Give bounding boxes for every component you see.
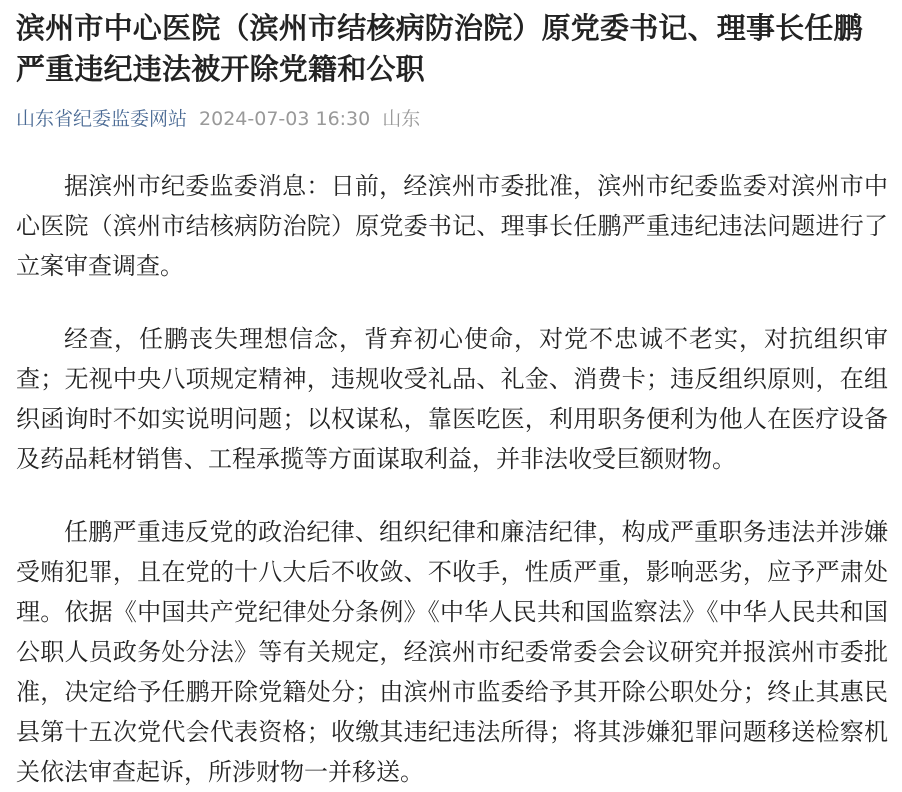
article-title: 滨州市中心医院（滨州市结核病防治院）原党委书记、理事长任鹏严重违纪违法被开除党籍和公职 [16,11,863,86]
paragraph: 经查，任鹏丧失理想信念，背弃初心使命，对党不忠诚不老实，对抗组织审查；无视中央八项规定精神，违规收受礼品、礼金、消费卡；违反组织原则，在组织函询时不如实说明问题；以权谋私，靠医吃医，利用职务便利为他人在医疗设备及药品耗材销售、工程承揽等方面谋取利益，并非法收受巨额财物。 [16,325,888,473]
article-meta [16,106,888,132]
source-link[interactable]: 山东省纪委监委网站 [16,108,188,130]
region-tag: 山东 [382,108,421,130]
paragraph: 任鹏严重违反党的政治纪律、组织纪律和廉洁纪律，构成严重职务违法并涉嫌受贿犯罪，且在党的十八大后不收敛、不收手，性质严重，影响恶劣，应予严肃处理。依据《中国共产党纪律处分条例》《中华人民共和国监察法》《中华人民共和国公职人员政务处分法》等有关规定，经滨州市纪委常委会会议研究并报滨州市委批准，决定给予任鹏开除党籍处分；由滨州市监委给予其开除公职处分；终止其惠民县第十五次党代会代表资格；收缴其违纪违法所得；将其涉嫌犯罪问题移送检察机关依法审查起诉，所涉财物一并移送。 [16,518,888,786]
article-body [16,166,888,792]
paragraph: 据滨州市纪委监委消息：日前，经滨州市委批准，滨州市纪委监委对滨州市中心医院（滨州市结核病防治院）原党委书记、理事长任鹏严重违纪违法问题进行了立案审查调查。 [16,172,888,280]
publish-datetime: 2024-07-03 16:30 [199,108,371,130]
